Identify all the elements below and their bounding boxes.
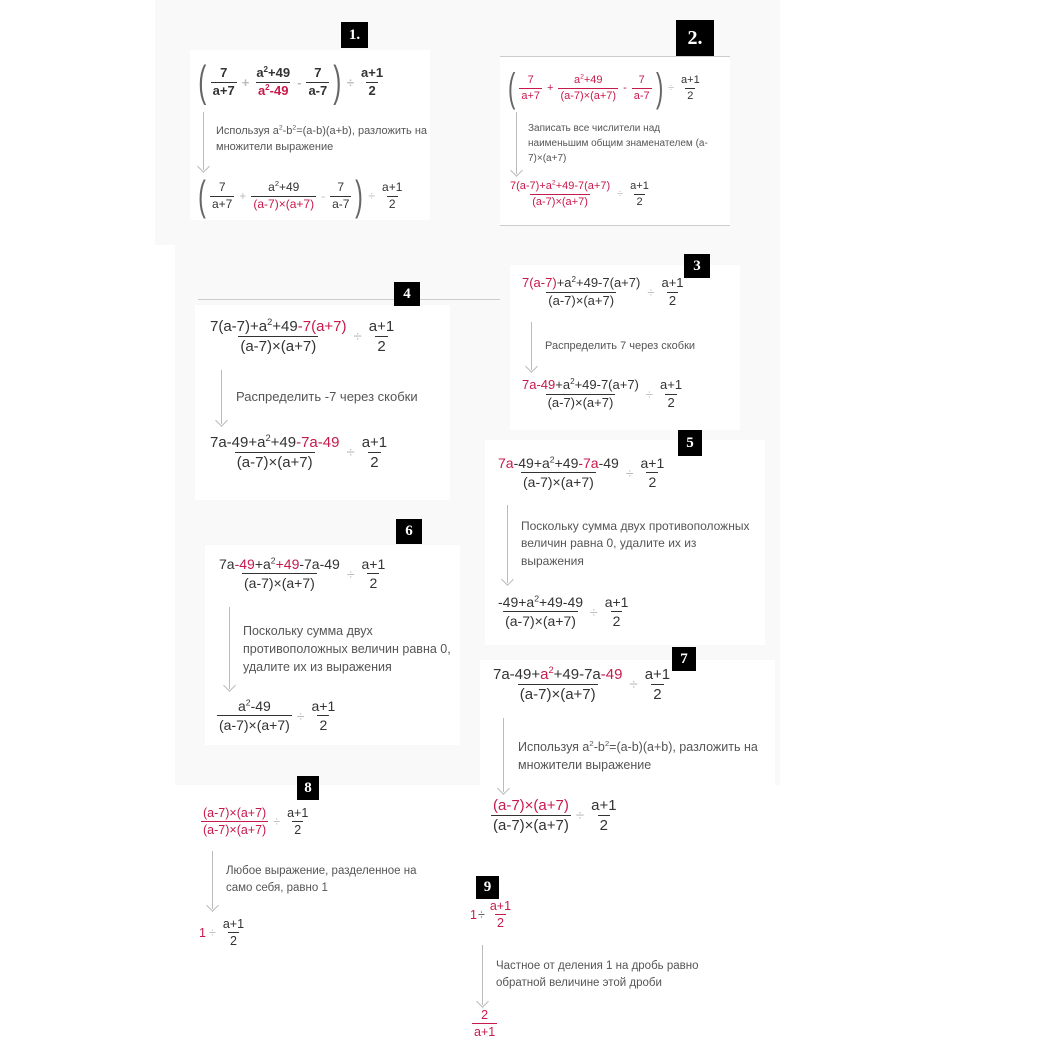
fraction-a2-plus-49-over-a2-minus-49: $\frac{a^2+49}{a^2-49}$ [256, 64, 291, 98]
step-badge-3: 3 [684, 254, 710, 278]
step-badge-2: 2. [676, 20, 714, 56]
step-3-note: Распределить 7 через скобки [545, 340, 696, 352]
step-5-expression: $\frac{7a-49+a^2+49-7a-49}{(a-7)\times(a+7)}$ ÷ $\frac{a+1}{2}$ [498, 454, 665, 491]
step-badge-7: 7 [672, 647, 696, 671]
step-1-expression: ( $\frac{7}{a+7}$ + $\frac{a^2+49}{a^2-49}$ - $\frac{7}{a-7}$ ) ÷ $\frac{a+1}{2}$ [198, 57, 384, 106]
minus-sign: - [297, 74, 302, 90]
step-8-expression: $\frac{(a-7)\times(a+7)}{(a-7)\times(a+7)}$ ÷ $\frac{a+1}{2}$ [203, 806, 309, 838]
step-4-note: Распределить -7 через скобки [236, 389, 418, 404]
step-9-arrow [482, 945, 483, 1005]
step-badge-6: 6 [396, 519, 422, 544]
step-4-top-rule [198, 299, 500, 300]
step-1-note: Используя $a^2-b^2=(a-b)(a+b)$, разложить на множители выражение [216, 124, 428, 153]
step-6-arrow [229, 607, 230, 689]
step-2-expression: ( $\frac{7}{a+7}$ + $\frac{a^2+49}{(a-7)\times(a+7)}$ - $\frac{7}{a-7}$ ) ÷ $\frac{a+1}{2}$ [507, 66, 700, 110]
step-badge-9: 9 [476, 876, 499, 899]
step-4-arrow [221, 370, 222, 424]
step-badge-1: 1. [341, 22, 368, 48]
step-3-expression: $\frac{7(a-7)+a^2+49-7(a+7)}{(a-7)\times(a+7)}$ ÷ $\frac{a+1}{2}$ [522, 274, 684, 308]
step-5-note: Поскольку сумма двух противоположных величин равна 0, удалите их из выражения [521, 519, 750, 568]
step-6-expression: $\frac{7a-49+a^2+49-7a-49}{(a-7)\times(a+7)}$ ÷ $\frac{a+1}{2}$ [219, 555, 386, 592]
step-7-note: Используя $a^2-b^2=(a-b)(a+b)$, разложить на множители выражение [518, 738, 758, 773]
step-badge-5: 5 [678, 430, 702, 456]
fraction-7-over-a-plus-7: $\frac{7}{a+7}$ [212, 64, 235, 98]
step-6-result: $\frac{a^2-49}{(a-7)\times(a+7)}$ ÷ $\frac{a+1}{2}$ [219, 697, 336, 734]
step-2-note: Записать все числители над наименьшим общим знаменателем (a-7)×(a+7) [528, 123, 708, 164]
step-7-expression: $\frac{7a-49+a^2+49-7a-49}{(a-7)\times(a+7)}$ ÷ $\frac{a+1}{2}$ [493, 664, 671, 704]
step-9-result: $\frac{2}{a+1}$ [474, 1008, 496, 1040]
step-8-result: 1 ÷ $\frac{a+1}{2}$ [199, 917, 245, 949]
step-3-arrow [531, 322, 532, 370]
fraction-7-over-a-minus-7: $\frac{7}{a-7}$ [308, 64, 328, 98]
step-2-bottom-rule [500, 225, 730, 226]
step-9-expression: 1 ÷ $\frac{a+1}{2}$ [470, 899, 512, 931]
step-3-result: $\frac{7a-49+a^2+49-7(a+7)}{(a-7)\times(a+7)}$ ÷ $\frac{a+1}{2}$ [522, 376, 683, 410]
step-2-result: $\frac{7(a-7)+a^2+49-7(a+7)}{(a-7)\times(a+7)}$ ÷ $\frac{a+1}{2}$ [510, 179, 649, 208]
fraction-a-plus-1-over-2: $\frac{a+1}{2}$ [361, 64, 384, 98]
step-8-note: Любое выражение, разделенное на само себя, равно 1 [226, 865, 417, 894]
step-4-expression: $\frac{7(a-7)+a^2+49-7(a+7)}{(a-7)\times(a+7)}$ ÷ $\frac{a+1}{2}$ [210, 316, 395, 356]
divide-sign: ÷ [346, 74, 355, 90]
step-2-top-rule [500, 56, 730, 57]
step-1-arrow [203, 112, 204, 170]
step-badge-8: 8 [297, 776, 319, 800]
step-8-arrow [212, 851, 213, 909]
step-badge-4: 4 [394, 282, 420, 306]
step-4-result: $\frac{7a-49+a^2+49-7a-49}{(a-7)\times(a+7)}$ ÷ $\frac{a+1}{2}$ [210, 432, 388, 472]
step-9-note: Частное от деления 1 на дробь равно обратной величине этой дроби [496, 960, 699, 989]
step-7-arrow [503, 718, 504, 792]
step-6-note: Поскольку сумма двух противоположных величин равна 0, удалите их из выражения [243, 624, 451, 675]
step-7-result: $\frac{(a-7)\times(a+7)}{(a-7)\times(a+7)}$ ÷ $\frac{a+1}{2}$ [493, 797, 617, 835]
step-5-arrow [507, 505, 508, 583]
step-2-arrow [516, 112, 517, 174]
step-1-result: ( $\frac{7}{a+7}$ + $\frac{a^2+49}{(a-7)\times(a+7)}$ - $\frac{7}{a-7}$ ) ÷ $\frac{a+1}{2}$ [198, 172, 403, 219]
plus-sign: + [241, 74, 250, 90]
step-5-result: $\frac{-49+a^2+49-49}{(a-7)\times(a+7)}$ ÷ $\frac{a+1}{2}$ [498, 593, 629, 630]
